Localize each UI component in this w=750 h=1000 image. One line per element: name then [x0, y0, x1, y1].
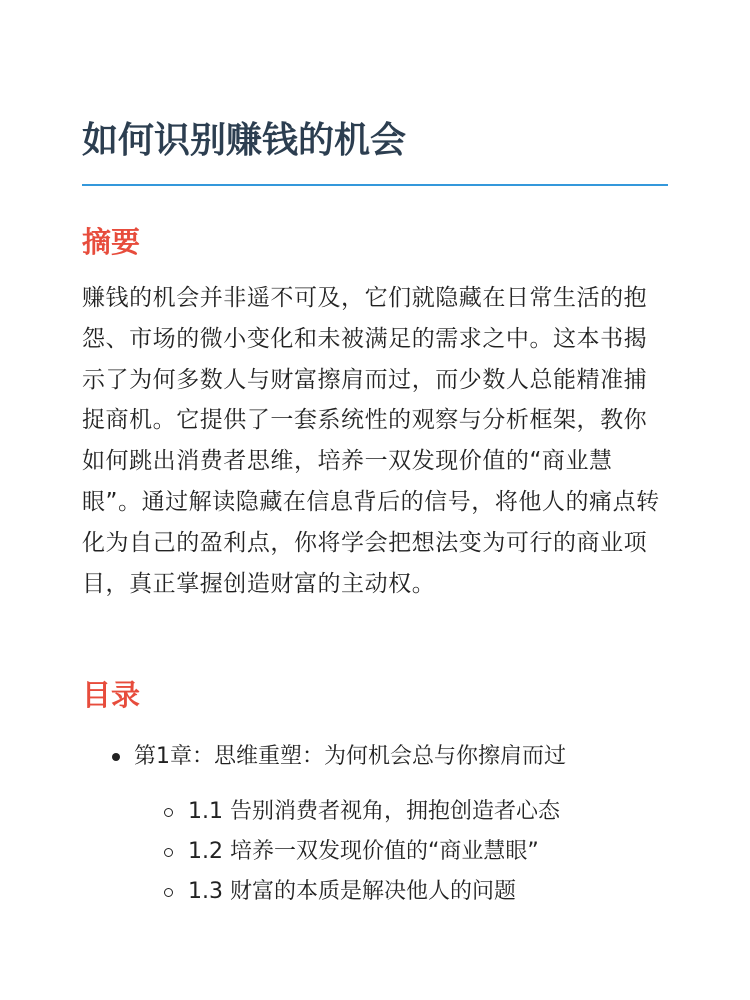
toc-section-label: 1.3 财富的本质是解决他人的问题 [188, 879, 516, 904]
summary-paragraph: 赚钱的机会并非遥不可及，它们就隐藏在日常生活的抱怨、市场的微小变化和未被满足的需求之中。这本书揭示了为何多数人与财富擦肩而过，而少数人总能精准捕捉商机。它提供了一套系统性的观察与分析框架，教你如何跳出消费者思维，培养一双发现价值的“商业慧眼”。通过解读隐藏在信息背后的信号，将他人的痛点转化为自己的盈利点，你将学会把想法变为可行的商业项目，真正掌握创造财富的主动权。 [82, 285, 660, 597]
toc-section-list [134, 793, 682, 913]
toc-section-label: 1.1 告别消费者视角，拥抱创造者心态 [188, 799, 560, 824]
toc-chapter-item [82, 735, 682, 913]
toc-section-item [134, 793, 682, 833]
toc-section-label: 1.2 培养一双发现价值的“商业慧眼” [188, 839, 539, 864]
bullet-circle-icon [164, 808, 173, 817]
toc-section-item [134, 873, 682, 913]
title-divider [82, 184, 668, 186]
bullet-circle-icon [164, 848, 173, 857]
bullet-disc-icon [112, 753, 120, 761]
toc-chapter-label: 第1章：思维重塑：为何机会总与你擦肩而过 [134, 744, 566, 769]
bullet-circle-icon [164, 888, 173, 897]
toc-heading: 目录 [82, 678, 141, 712]
page-title: 如何识别赚钱的机会 [82, 120, 407, 161]
table-of-contents [82, 735, 682, 913]
toc-section-item [134, 833, 682, 873]
summary-heading: 摘要 [82, 225, 141, 259]
